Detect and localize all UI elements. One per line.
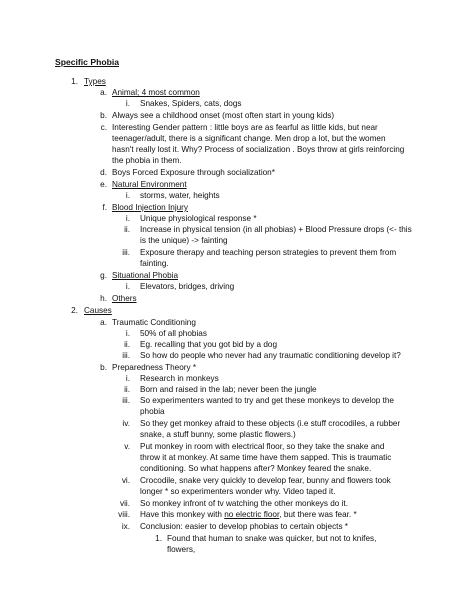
list-item: Found that human to snake was quicker, but not to knifes, bbox=[167, 534, 377, 543]
list-item-continued: snake, a stuff bunny, some plastic flowers.) bbox=[140, 430, 296, 439]
list-item: Research in monkeys bbox=[140, 374, 219, 383]
list-marker: ix. bbox=[121, 522, 130, 531]
list-marker: a. bbox=[100, 88, 107, 97]
list-item-continued: the phobia in them. bbox=[112, 156, 182, 165]
list-item-continued: teenager/adult, there is a significant change. Men drop a lot, but the women bbox=[112, 134, 386, 143]
list-item: Boys Forced Exposure through socialization* bbox=[112, 168, 275, 177]
list-marker: 1. bbox=[155, 534, 162, 543]
list-marker: f. bbox=[102, 203, 107, 212]
list-marker: i. bbox=[125, 374, 130, 383]
list-marker: g. bbox=[100, 271, 107, 280]
list-item: Unique physiological response * bbox=[140, 214, 257, 223]
list-item: Born and raised in the lab; never been the jungle bbox=[140, 385, 317, 394]
section-heading-types: Types bbox=[84, 77, 106, 86]
list-marker: ii. bbox=[124, 225, 130, 234]
list-item-continued: is the unique) -> fainting bbox=[140, 236, 228, 245]
section-heading-causes: Causes bbox=[84, 306, 112, 315]
list-marker: i. bbox=[125, 329, 130, 338]
list-marker: i. bbox=[125, 282, 130, 291]
list-item: Crocodile, snake very quickly to develop fear, bunny and flowers took bbox=[140, 476, 391, 485]
list-marker: iii. bbox=[122, 248, 130, 257]
list-marker: v. bbox=[124, 442, 130, 451]
list-item: storms, water, heights bbox=[140, 191, 220, 200]
list-marker: ii. bbox=[124, 340, 130, 349]
list-item-text: , but there was fear. * bbox=[279, 510, 357, 519]
list-marker: e. bbox=[100, 180, 107, 189]
section-number: 2. bbox=[71, 306, 78, 315]
list-item bbox=[140, 510, 357, 520]
list-item: Increase in physical tension (in all phobias) + Blood Pressure drops (<- this bbox=[140, 225, 412, 234]
list-item: Interesting Gender pattern : little boys are as fearful as little kids, but near bbox=[112, 123, 378, 132]
list-marker: iii. bbox=[122, 351, 130, 360]
list-marker: b. bbox=[100, 363, 107, 372]
list-item: Traumatic Conditioning bbox=[112, 318, 196, 327]
list-marker: b. bbox=[100, 111, 107, 120]
list-item-continued: hasn't really lost it. Why? Process of socialization . Boys throw at girls reinforcing bbox=[112, 145, 405, 154]
list-marker: i. bbox=[125, 214, 130, 223]
page-title: Specific Phobia bbox=[55, 57, 119, 67]
list-item: So they get monkey afraid to these objects (i.e stuff crocodiles, a rubber bbox=[140, 419, 401, 428]
list-item: So experimenters wanted to try and get these monkeys to develop the bbox=[140, 396, 394, 405]
list-marker: ii. bbox=[124, 385, 130, 394]
section-number: 1. bbox=[71, 77, 78, 86]
list-item: Animal; 4 most common bbox=[112, 88, 200, 97]
list-item: Elevators, bridges, driving bbox=[140, 282, 235, 291]
list-item-continued: fainting. bbox=[140, 259, 169, 268]
list-marker: d. bbox=[100, 168, 107, 177]
list-item: Others bbox=[112, 294, 137, 303]
list-item: Natural Environment bbox=[112, 180, 187, 189]
list-marker: i. bbox=[125, 99, 130, 108]
list-item: 50% of all phobias bbox=[140, 329, 207, 338]
list-item-continued: conditioning. So what happens after? Monkey feared the snake. bbox=[140, 464, 372, 473]
list-marker: vii. bbox=[119, 499, 130, 508]
list-marker: h. bbox=[100, 294, 107, 303]
list-item: Blood Injection Injury bbox=[112, 203, 189, 212]
list-item: Situational Phobia bbox=[112, 271, 179, 280]
list-item: So how do people who never had any traumatic conditioning develop it? bbox=[140, 351, 401, 360]
list-item: So monkey infront of tv watching the other monkeys do it. bbox=[140, 499, 348, 508]
list-item: Exposure therapy and teaching person strategies to prevent them from bbox=[140, 248, 397, 257]
list-marker: a. bbox=[100, 318, 107, 327]
list-marker: i. bbox=[125, 191, 130, 200]
list-item-continued: flowers, bbox=[167, 545, 196, 554]
list-item-continued: longer * so experimenters wonder why. Video taped it. bbox=[140, 487, 336, 496]
list-item: Conclusion: easier to develop phobias to certain objects * bbox=[140, 522, 348, 531]
list-marker: vi. bbox=[121, 476, 130, 485]
list-item: Put monkey in room with electrical floor, so they take the snake and bbox=[140, 442, 385, 451]
list-item: Preparedness Theory * bbox=[112, 363, 197, 372]
list-item-continued: phobia bbox=[140, 407, 165, 416]
list-item: Always see a childhood onset (most often start in young kids) bbox=[112, 111, 335, 120]
list-item: Snakes, Spiders, cats, dogs bbox=[140, 99, 242, 108]
list-item: Eg. recalling that you got bid by a dog bbox=[140, 340, 278, 349]
list-marker: viii. bbox=[118, 510, 130, 519]
list-marker: c. bbox=[100, 123, 107, 132]
list-marker: iv. bbox=[122, 419, 130, 428]
list-marker: iii. bbox=[122, 396, 130, 405]
list-item-text: Have this monkey with bbox=[140, 510, 225, 519]
underlined-phrase: no electric floor bbox=[224, 510, 280, 519]
list-item-continued: throw it at monkey. At same time have them sapped. This is traumatic bbox=[140, 453, 392, 462]
